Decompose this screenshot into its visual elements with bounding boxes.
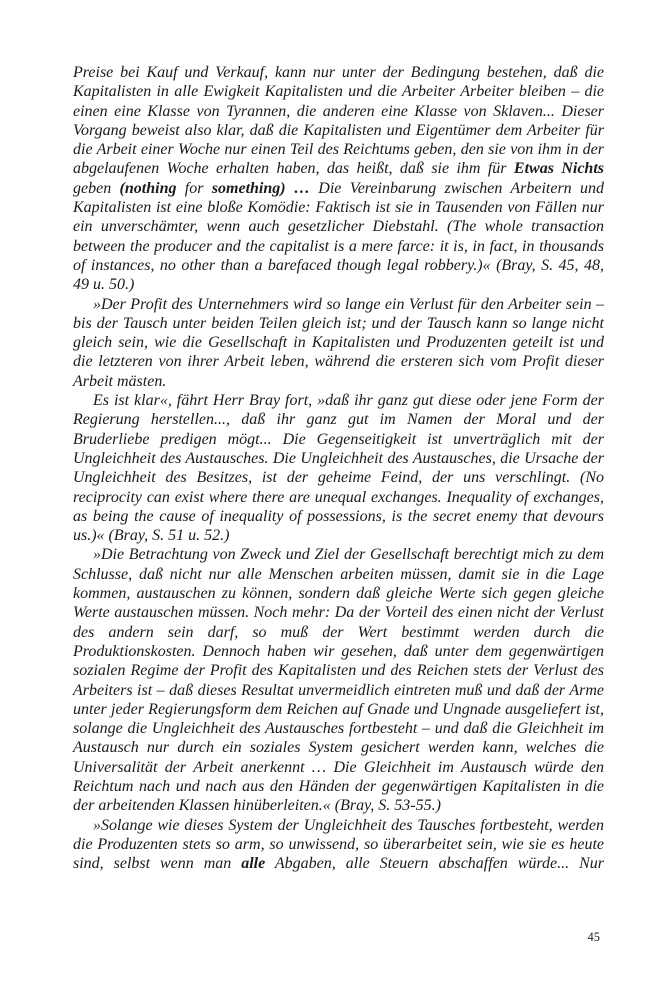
paragraph-3: Es ist klar«, fährt Herr Bray fort, »daß ihr ganz gut diese oder jene Form der Regierung herstellen..., daß ihr ganz gut im Namen der Moral und der Bruderliebe predigen mögt... Die Gegenseitigkeit ist unverträglich mit der Ungleichheit des Austausches. Die Ungleichheit des Austausches, die Ursache der Ungleichheit des Besitzes, ist der geheime Feind, der uns verschlingt. (No reciprocity can exist where there are unequal exchanges. Inequality of exchanges, as being the cause of inequality of possessions, is the secret enemy that devours us.)« (Bray, S. 51 u. 52.) bbox=[73, 392, 604, 545]
paragraph-4: »Die Betrachtung von Zweck und Ziel der Gesellschaft berechtigt mich zu dem Schlusse, daß nicht nur alle Menschen arbeiten müssen, damit sie in die Lage kommen, austauschen zu können, sondern daß gleiche Werte sich gegen gleiche Werte austauschen müssen. Noch mehr: Da der Vorteil des einen nicht der Verlust des andern sein darf, so muß der Wert bestimmt werden durch die Produktionskosten. Dennoch haben wir gesehen, daß unter dem gegenwärtigen sozialen Regime der Profit des Kapitalisten und des Reichen stets der Verlust des Arbeiters ist – daß dieses Resultat unvermeidlich eintreten muß und daß der Arme unter jeder Regierungsform dem Reichen auf Gnade und Ungnade ausgeliefert ist, solange die Ungleichheit des Austausches fortbesteht – und daß die Gleichheit im Austausch nur durch ein soziales System gesichert werden kann, welches die Universalität der Arbeit anerkennt … Die Gleichheit im Austausch würde den Reichtum nach und nach aus den Händen der gegenwärtigen Kapitalisten in die der arbeitenden Klassen hinüberleiten.« (Bray, S. 53-55.) bbox=[73, 546, 604, 815]
text-column bbox=[73, 63, 604, 873]
page-number: 45 bbox=[587, 930, 600, 944]
paragraph-2: »Der Profit des Unternehmers wird so lange ein Verlust für den Arbeiter sein – bis der Tausch unter beiden Teilen gleich ist; und der Tausch kann so lange nicht gleich sein, wie die Gesellschaft in Kapitalisten und Produzenten geteilt ist und die letzteren von ihrer Arbeit leben, während die ersteren sich vom Profit dieser Arbeit mästen. bbox=[73, 295, 604, 390]
paragraph-5: »Solange wie dieses System der Ungleichheit des Tausches fortbesteht, werden die Produzenten stets so arm, so unwissend, so überarbeitet sein, wie sie es heute sind, selbst wenn man alle Abgaben, alle Steuern abschaffen würde... Nur bbox=[73, 816, 604, 873]
paragraph-1: Preise bei Kauf und Verkauf, kann nur unter der Bedingung bestehen, daß die Kapitalisten in alle Ewigkeit Kapitalisten und die Arbeiter Arbeiter bleiben – die einen eine Klasse von Tyrannen, die anderen eine Klasse von Sklaven... Dieser Vorgang beweist also klar, daß die Kapitalisten und Eigentümer dem Arbeiter für die Arbeit einer Woche nur einen Teil des Reichtums geben, den sie von ihm in der abgelaufenen Woche erhalten haben, das heißt, daß sie ihm für Etwas Nichts geben (nothing for something) … Die Vereinbarung zwischen Arbeitern und Kapitalisten ist eine bloße Komödie: Faktisch ist sie in Tausenden von Fällen nur ein unverschämter, wenn auch gesetzlicher Diebstahl. (The whole transaction between the producer and the capitalist is a mere farce: it is, in fact, in thousands of instances, no other than a barefaced though legal robbery.)« (Bray, S. 45, 48, 49 u. 50.) bbox=[73, 64, 605, 294]
